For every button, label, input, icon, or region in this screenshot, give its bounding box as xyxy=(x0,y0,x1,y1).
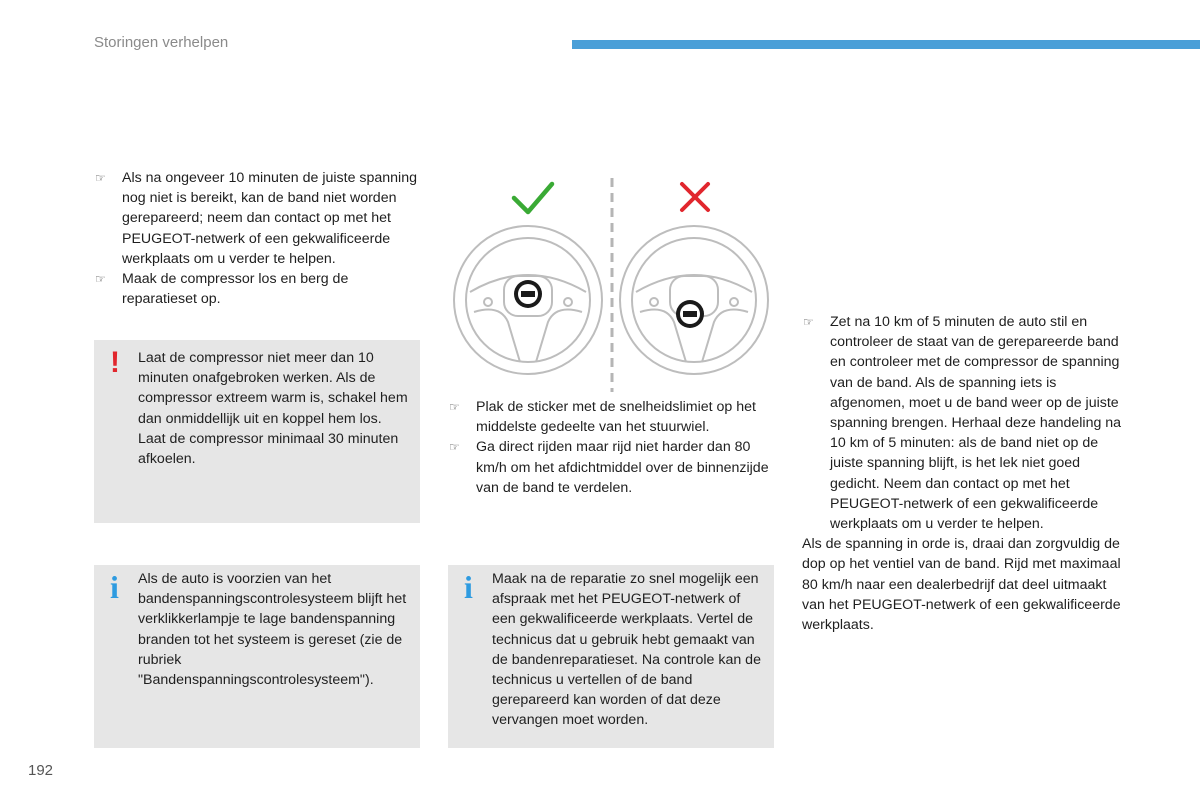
info-text: Maak na de reparatie zo snel mogelijk een afspraak met het PEUGEOT-netwerk of een gekwalificeerde werkplaats. Vertel de technicus dat u gebruik hebt gemaakt van de bandenreparatieset. Na controle kan de technicus u vertellen of de band gerepareerd kan worden of dat deze vervangen moet worden. xyxy=(492,571,761,729)
speed-sticker-center xyxy=(514,280,542,308)
info-text: Als de auto is voorzien van het bandenspanningscontrolesysteem blijft het verklikkerlampje te lage bandenspanning branden tot het systeem is gereset (zie de rubriek "Bandenspanningscontrolesysteem"). xyxy=(138,571,407,689)
list-item xyxy=(802,312,1132,534)
list-item xyxy=(94,168,420,269)
bullet-text: Maak de compressor los en berg de reparatieset op. xyxy=(122,271,349,308)
bullet-text: Als na ongeveer 10 minuten de juiste spanning nog niet is bereikt, kan de band niet worden gerepareerd; neem dan contact op met het PEUGEOT-netwerk of een gekwalificeerde werkplaats om u verder te helpen. xyxy=(122,170,417,267)
pointing-hand-icon: ☞ xyxy=(449,400,460,414)
pointing-hand-icon: ☞ xyxy=(95,272,106,287)
bullet-text: Plak de sticker met de snelheidslimiet op het middelste gedeelte van het stuurwiel. xyxy=(476,399,756,436)
pointing-hand-icon: ☞ xyxy=(449,440,460,455)
section-title: Storingen verhelpen xyxy=(94,34,229,51)
column2-bullet-list xyxy=(448,397,774,498)
list-item xyxy=(448,437,774,498)
list-item xyxy=(448,397,774,437)
speed-sticker-offcenter xyxy=(676,300,704,328)
column1-bullet-list xyxy=(94,168,420,309)
steering-wheel-right xyxy=(620,226,768,374)
info-icon: i xyxy=(464,569,473,605)
bullet-text: Zet na 10 km of 5 minuten de auto stil en controleer de staat van de gerepareerde band en controleer met de compressor de spanning van de band. Als de spanning iets is afgenomen, moet u de band weer op de juiste spanning brengen. Herhaal deze handeling na 10 km of 5 minuten: als de band niet op de juiste spanning blijft, is het lek niet goed gedicht. Neem dan contact op met het PEUGEOT-netwerk of een gekwalificeerde werkplaats om u verder te helpen. xyxy=(830,314,1122,533)
page-number: 192 xyxy=(28,762,54,779)
pointing-hand-icon: ☞ xyxy=(95,171,106,185)
steering-wheel-sticker-illustration xyxy=(448,172,774,394)
pointing-hand-icon: ☞ xyxy=(803,315,814,329)
bullet-text: Ga direct rijden maar rijd niet harder dan 80 km/h om het afdichtmiddel over de binnenzijde van de band te verdelen. xyxy=(476,439,769,496)
column3-bullet-list xyxy=(802,312,1132,534)
warning-text: Laat de compressor niet meer dan 10 minuten onafgebroken werken. Als de compressor extreem warm is, schakel hem dan onmiddellijk uit en koppel hem los. Laat de compressor minimaal 30 minuten afkoelen. xyxy=(138,350,408,468)
closing-paragraph: Als de spanning in orde is, draai dan zorgvuldig de dop op het ventiel van de band. Rijd met maximaal 80 km/h naar een dealerbedrijf dat deel uitmaakt van het PEUGEOT-netwerk of een gekwalificeerde werkplaats. xyxy=(802,536,1121,634)
header-accent-bar xyxy=(572,40,1200,49)
warning-exclamation-icon: ! xyxy=(110,346,120,379)
info-box-after-repair xyxy=(448,565,774,748)
info-icon: i xyxy=(110,569,119,605)
info-box-tpms xyxy=(94,565,420,748)
column3-block xyxy=(802,312,1132,635)
list-item xyxy=(94,269,420,309)
incorrect-cross-icon xyxy=(682,184,708,210)
warning-box xyxy=(94,340,420,523)
correct-check-icon xyxy=(514,184,552,212)
